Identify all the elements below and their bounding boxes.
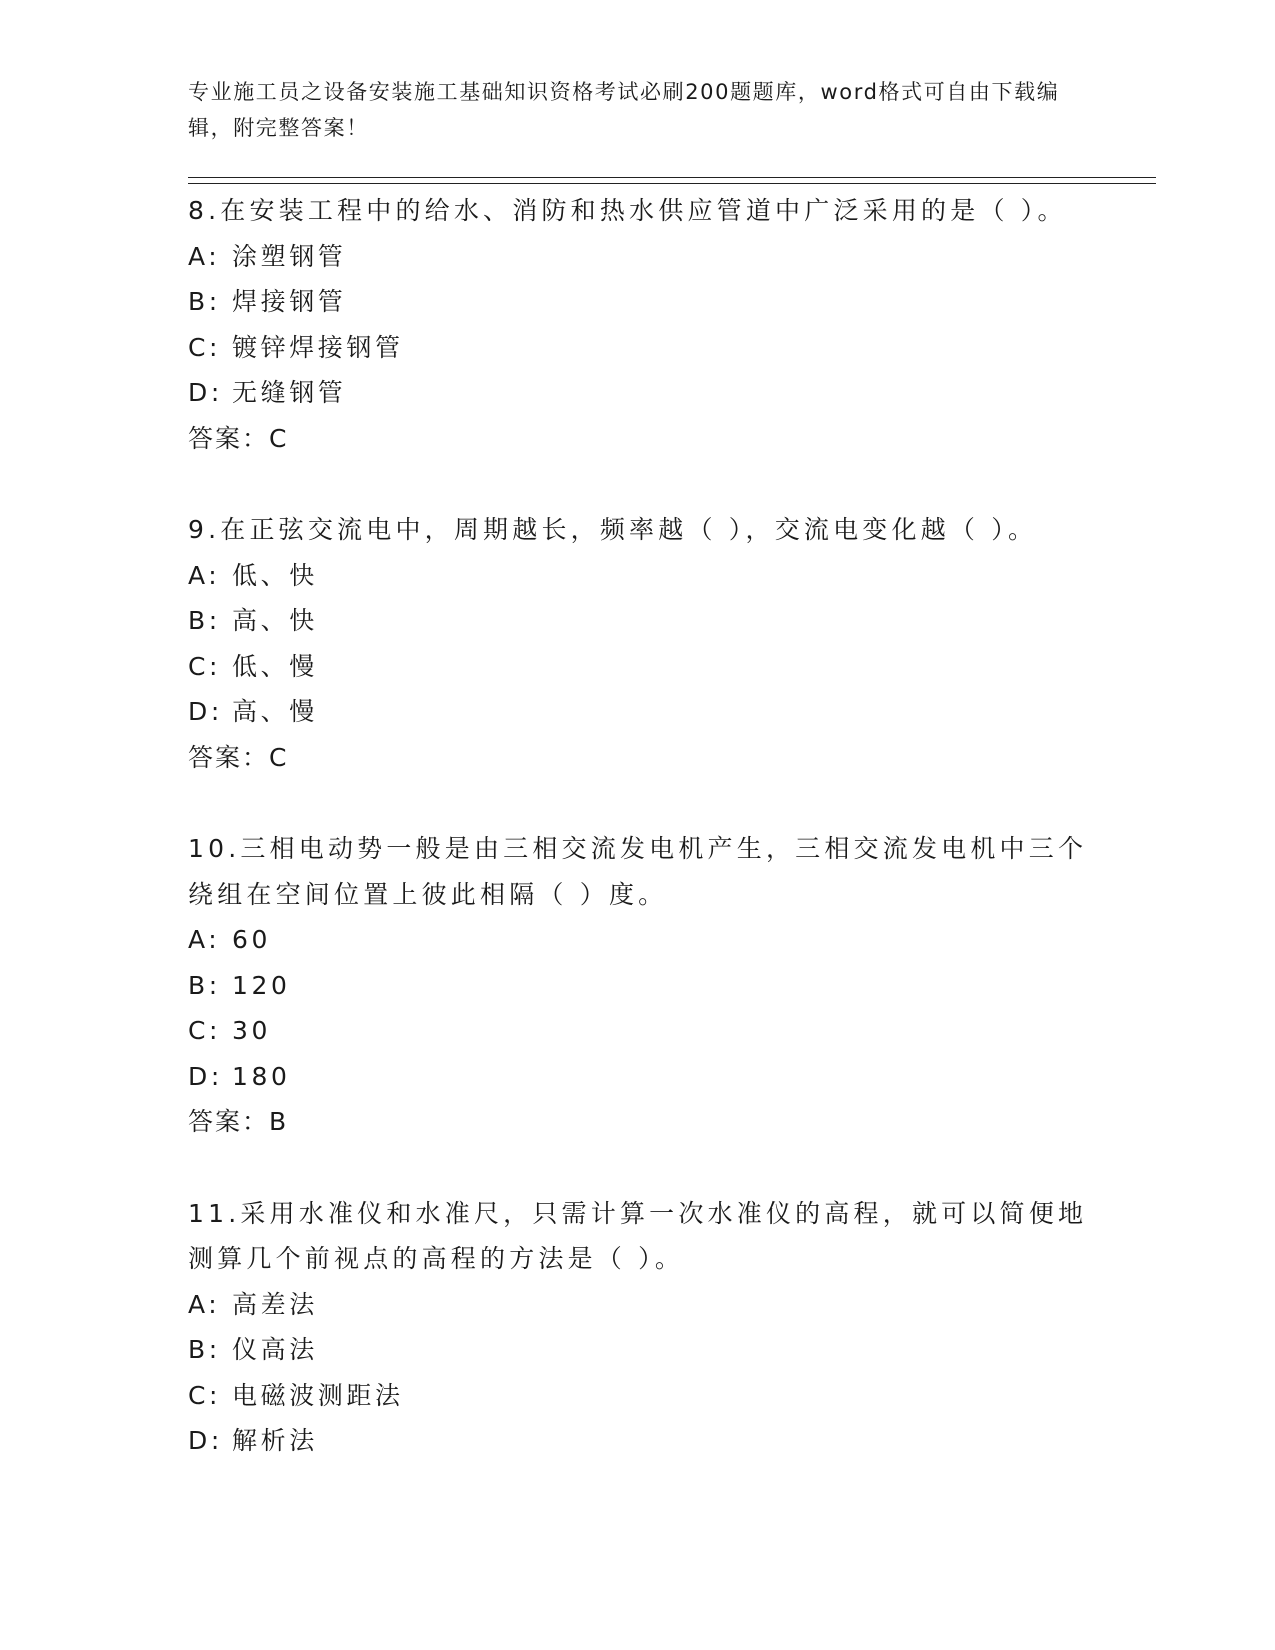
option-c bbox=[188, 325, 1088, 371]
option-text: 解析法 bbox=[232, 1426, 318, 1455]
option-b bbox=[188, 598, 1088, 644]
question-8 bbox=[188, 188, 1088, 461]
option-a bbox=[188, 1282, 1088, 1328]
option-text: 涂塑钢管 bbox=[232, 241, 347, 271]
option-text: 30 bbox=[232, 1016, 272, 1045]
option-d bbox=[188, 689, 1088, 735]
option-text: 仪高法 bbox=[232, 1335, 318, 1364]
header-rule-bottom bbox=[188, 183, 1156, 184]
option-text: 焊接钢管 bbox=[232, 287, 347, 316]
option-text: 高、慢 bbox=[232, 697, 318, 726]
question-11 bbox=[188, 1191, 1088, 1464]
document-header: 专业施工员之设备安装施工基础知识资格考试必刷200题题库，word格式可自由下载编辑，附完整答案！ bbox=[188, 80, 1060, 140]
option-text: 低、快 bbox=[232, 560, 318, 590]
option-b bbox=[188, 963, 1088, 1009]
option-key: C: bbox=[188, 332, 222, 362]
option-key: C: bbox=[188, 651, 222, 681]
option-key: D: bbox=[188, 1061, 223, 1091]
option-text: 电磁波测距法 bbox=[232, 1380, 404, 1410]
option-text: 低、慢 bbox=[232, 651, 318, 681]
option-d bbox=[188, 1418, 1088, 1464]
option-text: 60 bbox=[232, 925, 272, 954]
option-text: 180 bbox=[232, 1061, 291, 1091]
option-text: 无缝钢管 bbox=[232, 378, 347, 407]
option-d bbox=[188, 370, 1088, 416]
option-d bbox=[188, 1054, 1088, 1100]
option-key: C: bbox=[188, 1016, 222, 1045]
header-rule-top bbox=[188, 177, 1156, 178]
question-stem: 8.在安装工程中的给水、消防和热水供应管道中广泛采用的是（ ）。 bbox=[188, 196, 1067, 225]
option-a bbox=[188, 234, 1088, 280]
option-key: B: bbox=[188, 970, 221, 1000]
option-text: 高差法 bbox=[232, 1289, 318, 1319]
option-key: A: bbox=[188, 925, 221, 954]
option-text: 高、快 bbox=[232, 606, 318, 635]
option-key: A: bbox=[188, 241, 221, 271]
option-c bbox=[188, 1373, 1088, 1419]
option-key: D: bbox=[188, 378, 223, 407]
option-text: 镀锌焊接钢管 bbox=[232, 332, 404, 362]
option-c bbox=[188, 644, 1088, 690]
option-key: D: bbox=[188, 1426, 223, 1455]
option-a bbox=[188, 917, 1088, 963]
answer-line: 答案：C bbox=[188, 423, 289, 453]
option-key: B: bbox=[188, 287, 221, 316]
option-key: C: bbox=[188, 1380, 222, 1410]
question-10 bbox=[188, 826, 1088, 1145]
option-c bbox=[188, 1008, 1088, 1054]
option-key: B: bbox=[188, 1335, 221, 1364]
option-key: A: bbox=[188, 560, 221, 590]
question-stem: 10.三相电动势一般是由三相交流发电机产生，三相交流发电机中三个绕组在空间位置上彼此相隔（ ）度。 bbox=[188, 834, 1088, 909]
answer-line: 答案：C bbox=[188, 742, 289, 772]
option-key: B: bbox=[188, 606, 221, 635]
option-b bbox=[188, 279, 1088, 325]
question-stem: 9.在正弦交流电中，周期越长，频率越（ ），交流电变化越（ ）。 bbox=[188, 515, 1038, 544]
option-key: D: bbox=[188, 697, 223, 726]
answer-line: 答案：B bbox=[188, 1107, 289, 1136]
question-list bbox=[188, 188, 1088, 1510]
option-b bbox=[188, 1327, 1088, 1373]
option-a bbox=[188, 553, 1088, 599]
question-9 bbox=[188, 507, 1088, 780]
question-stem: 11.采用水准仪和水准尺，只需计算一次水准仪的高程，就可以简便地测算几个前视点的高程的方法是（ ）。 bbox=[188, 1198, 1088, 1273]
option-key: A: bbox=[188, 1289, 221, 1319]
option-text: 120 bbox=[232, 970, 291, 1000]
